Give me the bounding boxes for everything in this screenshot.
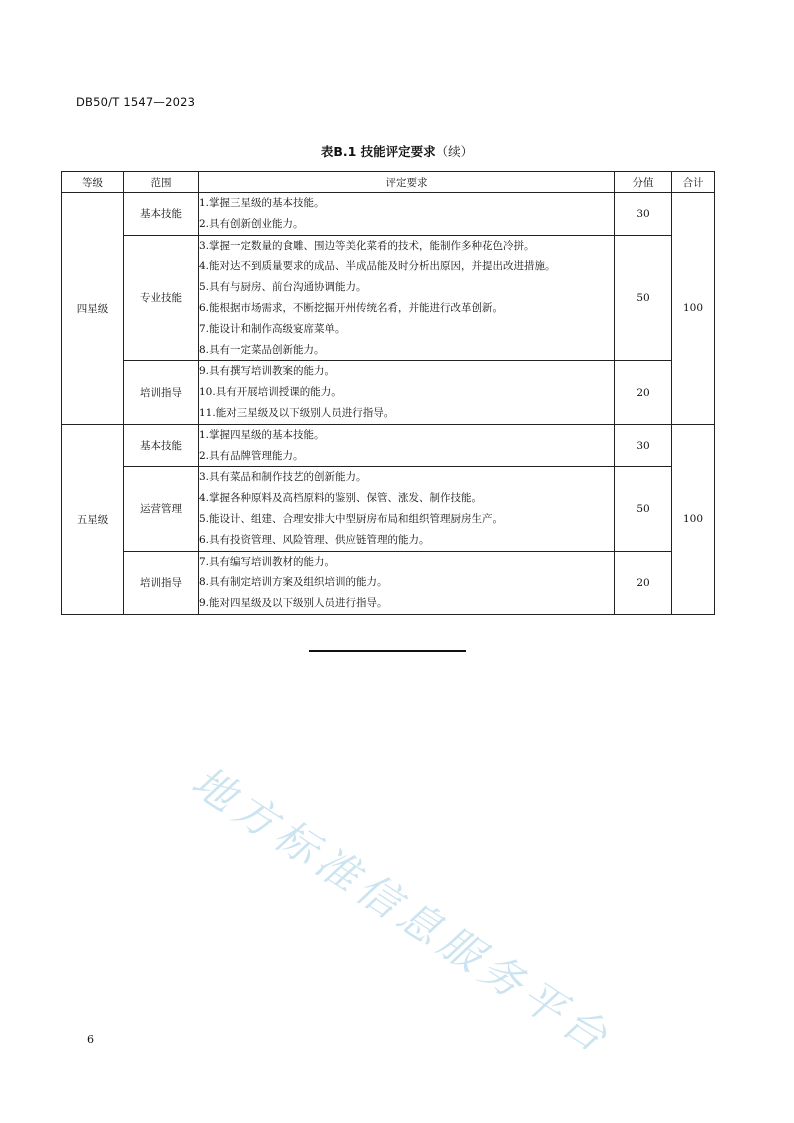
requirements-cell [199, 424, 615, 467]
end-of-table-rule [309, 650, 466, 652]
score-cell: 30 [615, 193, 672, 236]
level-cell: 五星级 [62, 424, 124, 614]
scope-cell: 基本技能 [124, 193, 199, 236]
table-title [0, 142, 794, 160]
requirement-item: 6.具有投资管理、风险管理、供应链管理的能力。 [199, 533, 430, 546]
score-cell: 30 [615, 424, 672, 467]
column-header-score: 分值 [615, 172, 672, 193]
requirements-cell [199, 361, 615, 424]
total-cell: 100 [672, 193, 715, 425]
requirements-cell [199, 235, 615, 361]
scope-cell: 培训指导 [124, 361, 199, 424]
requirement-item: 9.具有撰写培训教案的能力。 [199, 365, 336, 378]
requirement-item: 4.能对达不到质量要求的成品、半成品能及时分析出原因，并提出改进措施。 [199, 260, 556, 273]
score-cell: 20 [615, 551, 672, 614]
requirement-item: 5.能设计、组建、合理安排大中型厨房布局和组织管理厨房生产。 [199, 512, 504, 525]
requirement-item: 7.具有编写培训教材的能力。 [199, 555, 336, 568]
column-header-scope: 范围 [124, 172, 199, 193]
requirements-cell [199, 551, 615, 614]
requirement-item: 3.具有菜品和制作技艺的创新能力。 [199, 471, 367, 484]
requirement-item: 4.掌握各种原料及高档原料的鉴别、保管、涨发、制作技能。 [199, 492, 483, 505]
requirements-cell [199, 193, 615, 236]
table-header-row [62, 172, 715, 193]
table-row [62, 467, 715, 551]
requirement-item: 7.能设计和制作高级宴席菜单。 [199, 322, 346, 335]
requirement-item: 6.能根据市场需求，不断挖掘开州传统名肴，并能进行改革创新。 [199, 301, 504, 314]
scope-cell: 培训指导 [124, 551, 199, 614]
total-cell: 100 [672, 424, 715, 614]
score-cell: 20 [615, 361, 672, 424]
requirements-cell [199, 467, 615, 551]
table-row [62, 424, 715, 467]
watermark: 地方标准信息服务平台 [183, 756, 621, 1065]
scope-cell: 运营管理 [124, 467, 199, 551]
table-row [62, 235, 715, 361]
score-cell: 50 [615, 467, 672, 551]
score-cell: 50 [615, 235, 672, 361]
requirement-item: 9.能对四星级及以下级别人员进行指导。 [199, 597, 388, 610]
skill-requirements-table [61, 171, 715, 615]
requirement-item: 3.掌握一定数量的食雕、围边等美化菜肴的技术，能制作多种花色冷拼。 [199, 239, 535, 252]
scope-cell: 基本技能 [124, 424, 199, 467]
requirement-item: 1.掌握三星级的基本技能。 [199, 197, 325, 209]
scope-cell: 专业技能 [124, 235, 199, 361]
requirement-item: 8.具有一定菜品创新能力。 [199, 343, 325, 356]
page-number: 6 [87, 1033, 94, 1046]
table-row [62, 193, 715, 236]
requirement-item: 5.具有与厨房、前台沟通协调能力。 [199, 281, 367, 294]
requirement-item: 8.具有制定培训方案及组织培训的能力。 [199, 576, 388, 589]
table-row [62, 551, 715, 614]
requirement-item: 10.具有开展培训授课的能力。 [199, 386, 342, 399]
requirement-item: 2.具有品牌管理能力。 [199, 449, 304, 462]
requirement-item: 1.掌握四星级的基本技能。 [199, 428, 325, 441]
level-cell: 四星级 [62, 193, 124, 425]
table-title-main: 表B.1 技能评定要求 [320, 144, 436, 159]
column-header-level: 等级 [62, 172, 124, 193]
requirement-item: 2.具有创新创业能力。 [199, 217, 304, 230]
column-header-total: 合计 [672, 172, 715, 193]
document-code: DB50/T 1547—2023 [76, 95, 196, 109]
requirement-item: 11.能对三星级及以下级别人员进行指导。 [199, 406, 395, 419]
table-row [62, 361, 715, 424]
table-title-suffix: （续） [435, 144, 474, 159]
column-header-requirements: 评定要求 [199, 172, 615, 193]
